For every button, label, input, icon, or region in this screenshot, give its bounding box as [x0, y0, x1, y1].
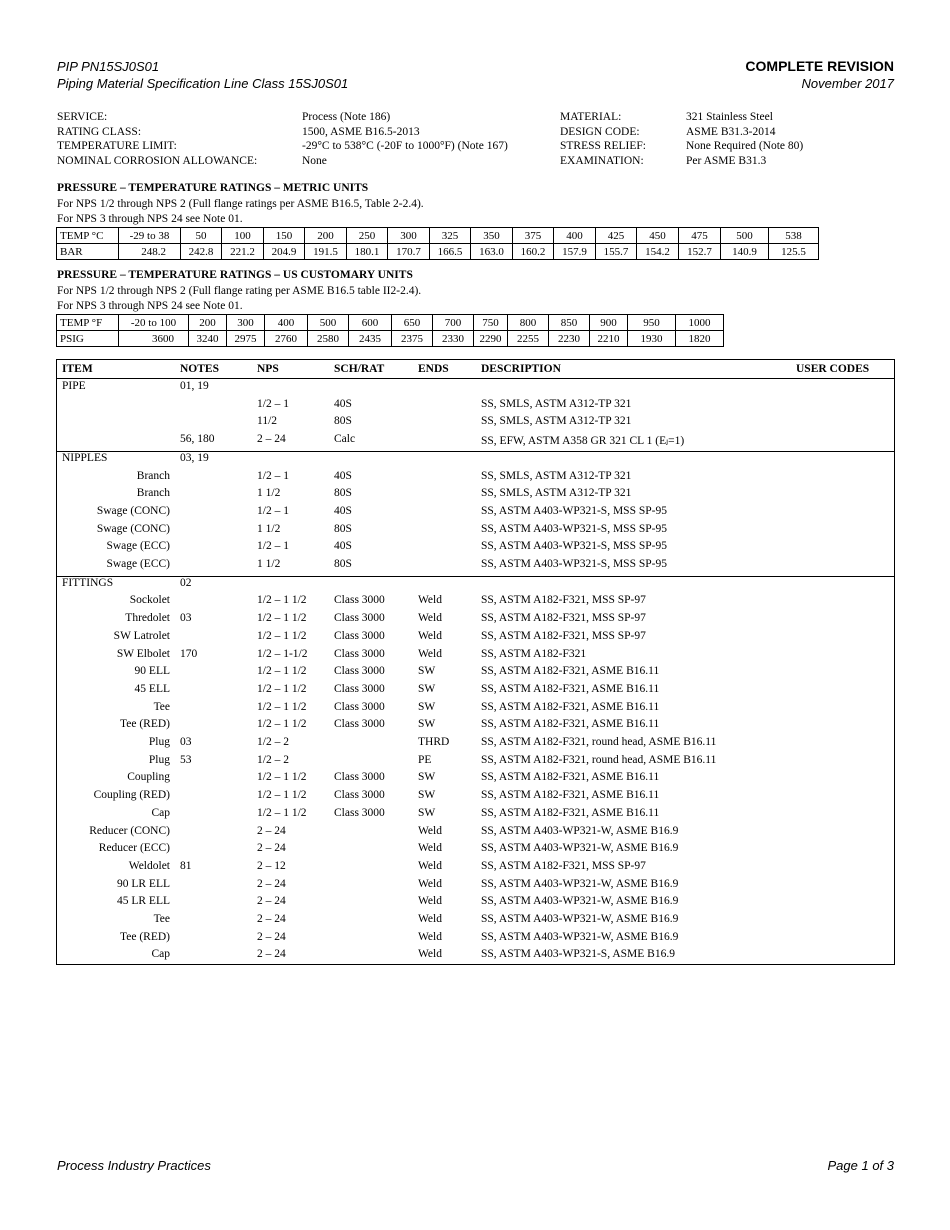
info-value: 321 Stainless Steel	[686, 111, 773, 123]
info-value: None	[302, 155, 327, 168]
rating-cell: 2760	[265, 331, 308, 347]
rating-cell: 1820	[676, 331, 724, 347]
temp-cell: 450	[637, 228, 679, 244]
rating-cell: 166.5	[430, 244, 471, 260]
description-cell: SS, ASTM A182-F321, MSS SP-97	[481, 629, 646, 642]
info-left-labels	[57, 110, 257, 169]
ends-cell: Weld	[418, 913, 442, 925]
rating-cell: 221.2	[222, 244, 264, 260]
temp-cell: 750	[474, 315, 508, 331]
metric-note: For NPS 1/2 through NPS 2 (Full flange ratings per ASME B16.5, Table 2-2.4).	[57, 198, 424, 210]
info-label: EXAMINATION:	[560, 155, 644, 168]
notes-cell: 81	[180, 859, 192, 872]
info-right-values	[686, 110, 803, 169]
rating-cell: 1930	[628, 331, 676, 347]
doc-id: PIP PN15SJ0S01	[57, 59, 160, 74]
notes-cell: 03	[180, 612, 192, 625]
rating-cell: 170.7	[388, 244, 430, 260]
nps-cell: 1/2 – 1 1/2	[257, 718, 307, 731]
document-header-left	[57, 58, 348, 92]
item-cell: Cap	[151, 948, 170, 961]
sch-cell: Class 3000	[334, 594, 385, 607]
description-cell: SS, ASTM A182-F321	[481, 647, 587, 660]
item-cell: Tee	[153, 700, 170, 713]
table-row	[57, 523, 894, 541]
item-cell: 45 ELL	[134, 682, 170, 695]
notes-cell: 56, 180	[180, 433, 215, 446]
description-cell: SS, SMLS, ASTM A312-TP 321	[481, 415, 632, 428]
rating-cell: 154.2	[637, 244, 679, 260]
item-cell: PIPE	[62, 380, 86, 392]
header-divider	[57, 378, 894, 379]
table-row	[57, 648, 894, 666]
nps-cell: 11/2	[257, 415, 278, 428]
info-label: DESIGN CODE:	[560, 125, 640, 138]
rating-cell: 2255	[508, 331, 549, 347]
table-row	[57, 860, 894, 878]
nps-cell: 1/2 – 1	[257, 397, 289, 410]
nps-cell: 1/2 – 1 1/2	[257, 682, 307, 695]
info-value: -29°C to 538°C (-20F to 1000°F) (Note 167)	[302, 140, 508, 153]
doc-title: Piping Material Specification Line Class 15SJ0S01	[57, 76, 349, 91]
nps-cell: 2 – 24	[257, 930, 286, 943]
sch-cell: 80S	[334, 522, 352, 535]
description-cell: SS, ASTM A182-F321, ASME B16.11	[481, 682, 660, 695]
item-cell: Coupling (RED)	[93, 789, 170, 802]
document-header-right	[745, 58, 894, 92]
table-row	[57, 807, 894, 825]
table-row	[57, 540, 894, 558]
nps-cell: 1 1/2	[257, 522, 281, 535]
table-row	[57, 665, 894, 683]
table-row	[57, 701, 894, 719]
rating-cell: 2435	[349, 331, 392, 347]
temp-cell: 400	[265, 315, 308, 331]
description-cell: SS, ASTM A182-F321, ASME B16.11	[481, 789, 660, 802]
page-number: Page 1 of 3	[827, 1158, 894, 1173]
us-note: For NPS 3 through NPS 24 see Note 01.	[57, 300, 243, 312]
rating-cell: 242.8	[181, 244, 222, 260]
info-value: Process (Note 186)	[302, 111, 391, 123]
nps-cell: 1/2 – 1-1/2	[257, 647, 308, 660]
item-cell: Reducer (CONC)	[89, 824, 170, 837]
rating-cell: 140.9	[721, 244, 769, 260]
sch-cell: 40S	[334, 469, 352, 482]
nps-cell: 1/2 – 1 1/2	[257, 771, 307, 784]
nps-cell: 1/2 – 1	[257, 540, 289, 553]
sch-cell: Class 3000	[334, 700, 385, 713]
col-header-sch: SCH/RAT	[334, 363, 385, 375]
item-cell: 90 ELL	[134, 665, 170, 678]
row-label: BAR	[57, 244, 119, 260]
metric-note: For NPS 3 through NPS 24 see Note 01.	[57, 213, 243, 225]
notes-cell: 170	[180, 647, 198, 660]
table-row	[57, 452, 894, 470]
notes-cell: 02	[180, 576, 192, 589]
description-cell: SS, ASTM A182-F321, ASME B16.11	[481, 665, 660, 678]
table-row	[57, 558, 894, 576]
sch-cell: 80S	[334, 415, 352, 428]
table-row	[57, 683, 894, 701]
col-header-item: ITEM	[62, 363, 93, 375]
sch-cell: Calc	[334, 433, 356, 446]
info-value: ASME B31.3-2014	[686, 125, 776, 138]
rating-cell: 191.5	[305, 244, 347, 260]
item-cell: SW Elbolet	[116, 647, 170, 660]
rating-cell: 2210	[590, 331, 628, 347]
info-value: 1500, ASME B16.5-2013	[302, 125, 420, 138]
sch-cell: 40S	[334, 540, 352, 553]
description-cell: SS, ASTM A403-WP321-S, MSS SP-95	[481, 522, 667, 535]
temp-cell: -29 to 38	[119, 228, 181, 244]
temp-cell: 250	[347, 228, 388, 244]
item-cell: SW Latrolet	[113, 629, 170, 642]
ends-cell: Weld	[418, 647, 442, 660]
ends-cell: SW	[418, 771, 436, 784]
info-value: None Required (Note 80)	[686, 140, 804, 153]
ends-cell: SW	[418, 806, 436, 819]
description-cell: SS, ASTM A182-F321, MSS SP-97	[481, 612, 646, 625]
ends-cell: THRD	[418, 736, 450, 748]
temp-cell: 200	[305, 228, 347, 244]
item-cell: Coupling	[127, 771, 170, 784]
footer-left: Process Industry Practices	[57, 1158, 211, 1173]
item-cell: Plug	[148, 736, 170, 748]
info-label: TEMPERATURE LIMIT:	[57, 140, 177, 153]
ends-cell: Weld	[418, 629, 442, 642]
table-row	[57, 931, 894, 949]
description-cell: SS, ASTM A403-WP321-W, ASME B16.9	[481, 877, 679, 890]
description-cell: SS, ASTM A182-F321, MSS SP-97	[481, 594, 646, 607]
description-cell: SS, ASTM A182-F321, round head, ASME B16.11	[481, 736, 717, 748]
temp-cell: 300	[388, 228, 430, 244]
notes-cell: 01, 19	[180, 380, 209, 392]
temp-cell: 850	[549, 315, 590, 331]
description-cell: SS, EFW, ASTM A358 GR 321 CL 1 (Eⱼ=1)	[481, 435, 685, 448]
description-cell: SS, ASTM A182-F321, round head, ASME B16.11	[481, 753, 717, 766]
rating-cell: 2330	[433, 331, 474, 347]
table-row	[57, 771, 894, 789]
ends-cell: Weld	[418, 895, 442, 908]
temp-cell: 650	[392, 315, 433, 331]
table-row	[57, 736, 894, 754]
temp-cell: 900	[590, 315, 628, 331]
item-cell: 45 LR ELL	[116, 895, 170, 908]
description-cell: SS, ASTM A182-F321, ASME B16.11	[481, 718, 660, 731]
table-row	[57, 398, 894, 416]
nps-cell: 1/2 – 1 1/2	[257, 665, 307, 678]
row-label: TEMP °F	[57, 315, 119, 331]
ends-cell: SW	[418, 700, 436, 713]
table-row	[57, 594, 894, 612]
ends-cell: Weld	[418, 948, 442, 961]
description-cell: SS, ASTM A403-WP321-S, MSS SP-95	[481, 504, 667, 517]
description-cell: SS, ASTM A403-WP321-S, MSS SP-95	[481, 558, 667, 570]
nps-cell: 1/2 – 1 1/2	[257, 594, 307, 607]
ends-cell: SW	[418, 665, 436, 678]
sch-cell: Class 3000	[334, 612, 385, 625]
nps-cell: 2 – 24	[257, 913, 286, 925]
temp-cell: 200	[189, 315, 227, 331]
temp-cell: 50	[181, 228, 222, 244]
ends-cell: Weld	[418, 842, 442, 855]
rating-cell: 155.7	[596, 244, 637, 260]
info-label: MATERIAL:	[560, 111, 622, 123]
rating-cell: 2375	[392, 331, 433, 347]
table-row	[57, 948, 894, 966]
table-row	[57, 789, 894, 807]
temp-cell: 500	[721, 228, 769, 244]
ends-cell: Weld	[418, 612, 442, 625]
sch-cell: Class 3000	[334, 629, 385, 642]
item-cell: FITTINGS	[62, 576, 114, 589]
item-cell: Weldolet	[128, 859, 170, 872]
rating-cell: 163.0	[471, 244, 513, 260]
rating-cell: 152.7	[679, 244, 721, 260]
table-row	[57, 754, 894, 772]
sch-cell: Class 3000	[334, 806, 385, 819]
table-row	[57, 913, 894, 931]
description-cell: SS, ASTM A403-WP321-W, ASME B16.9	[481, 842, 679, 855]
nps-cell: 1/2 – 1 1/2	[257, 700, 307, 713]
nps-cell: 2 – 24	[257, 895, 286, 908]
sch-cell: Class 3000	[334, 771, 385, 784]
nps-cell: 2 – 24	[257, 433, 286, 446]
nps-cell: 2 – 24	[257, 877, 286, 890]
description-cell: SS, ASTM A403-WP321-W, ASME B16.9	[481, 913, 679, 925]
nps-cell: 1/2 – 1 1/2	[257, 629, 307, 642]
temp-cell: 100	[222, 228, 264, 244]
info-right-labels	[560, 110, 646, 169]
temp-cell: -20 to 100	[119, 315, 189, 331]
nps-cell: 2 – 24	[257, 824, 286, 837]
item-cell: Branch	[136, 487, 170, 500]
temp-cell: 800	[508, 315, 549, 331]
item-cell: Cap	[151, 806, 170, 819]
item-cell: Tee	[153, 913, 170, 925]
sch-cell: 80S	[334, 558, 352, 570]
table-row	[57, 612, 894, 630]
temp-cell: 325	[430, 228, 471, 244]
rating-cell: 180.1	[347, 244, 388, 260]
table-row	[57, 842, 894, 860]
item-cell: Swage (ECC)	[106, 540, 170, 553]
nps-cell: 2 – 24	[257, 948, 286, 961]
revision-label: COMPLETE REVISION	[745, 58, 894, 74]
nps-cell: 1/2 – 1 1/2	[257, 612, 307, 625]
item-cell: 90 LR ELL	[116, 877, 170, 890]
item-cell: Reducer (ECC)	[98, 842, 170, 855]
rating-cell: 3240	[189, 331, 227, 347]
temp-cell: 950	[628, 315, 676, 331]
components-table	[56, 359, 895, 965]
info-label: SERVICE:	[57, 111, 108, 123]
table-row	[57, 470, 894, 488]
description-cell: SS, ASTM A182-F321, ASME B16.11	[481, 806, 660, 819]
item-cell: Tee (RED)	[120, 930, 170, 943]
ends-cell: Weld	[418, 824, 442, 837]
table-row	[57, 577, 894, 595]
col-header-ends: ENDS	[418, 363, 449, 375]
ends-cell: SW	[418, 682, 436, 695]
temp-cell: 375	[513, 228, 554, 244]
table-row	[57, 825, 894, 843]
ends-cell: SW	[418, 718, 436, 731]
nps-cell: 2 – 12	[257, 859, 286, 872]
info-value: Per ASME B31.3	[686, 155, 767, 168]
description-cell: SS, ASTM A182-F321, ASME B16.11	[481, 771, 660, 784]
metric-ratings-title: PRESSURE – TEMPERATURE RATINGS – METRIC UNITS	[57, 182, 369, 194]
us-note: For NPS 1/2 through NPS 2 (Full flange rating per ASME B16.5 table II2-2.4).	[57, 285, 422, 297]
notes-cell: 03	[180, 736, 192, 748]
row-label: TEMP °C	[57, 228, 119, 244]
description-cell: SS, ASTM A403-WP321-S, MSS SP-95	[481, 540, 667, 553]
metric-ratings-table	[56, 227, 819, 260]
col-header-user-codes: USER CODES	[796, 363, 870, 375]
temp-cell: 400	[554, 228, 596, 244]
notes-cell: 03, 19	[180, 451, 209, 464]
table-row	[57, 487, 894, 505]
info-label: NOMINAL CORROSION ALLOWANCE:	[57, 155, 258, 168]
rating-cell: 157.9	[554, 244, 596, 260]
temp-cell: 300	[227, 315, 265, 331]
table-row	[57, 505, 894, 523]
description-cell: SS, ASTM A182-F321, ASME B16.11	[481, 700, 660, 713]
sch-cell: Class 3000	[334, 718, 385, 731]
ends-cell: Weld	[418, 859, 442, 872]
description-cell: SS, ASTM A403-WP321-S, ASME B16.9	[481, 948, 675, 961]
nps-cell: 1/2 – 2	[257, 753, 289, 766]
table-row	[57, 718, 894, 736]
table-row	[57, 878, 894, 896]
table-row	[57, 433, 894, 451]
sch-cell: Class 3000	[334, 647, 385, 660]
table-row	[57, 895, 894, 913]
row-label: PSIG	[57, 331, 119, 347]
temp-cell: 538	[769, 228, 819, 244]
nps-cell: 1 1/2	[257, 558, 281, 570]
sch-cell: Class 3000	[334, 789, 385, 802]
nps-cell: 1/2 – 2	[257, 736, 289, 748]
nps-cell: 1 1/2	[257, 487, 281, 500]
table-row	[57, 415, 894, 433]
item-cell: Plug	[148, 753, 170, 766]
item-cell: Swage (CONC)	[96, 522, 170, 535]
temp-cell: 500	[308, 315, 349, 331]
info-label: RATING CLASS:	[57, 125, 142, 138]
us-ratings-table	[56, 314, 724, 347]
table-row	[57, 380, 894, 398]
sch-cell: 80S	[334, 487, 352, 500]
sch-cell: Class 3000	[334, 665, 385, 678]
revision-date: November 2017	[801, 76, 894, 91]
nps-cell: 1/2 – 1 1/2	[257, 806, 307, 819]
temp-cell: 700	[433, 315, 474, 331]
description-cell: SS, ASTM A403-WP321-W, ASME B16.9	[481, 824, 679, 837]
temp-cell: 350	[471, 228, 513, 244]
rating-cell: 3600	[119, 331, 189, 347]
temp-cell: 425	[596, 228, 637, 244]
us-ratings-title: PRESSURE – TEMPERATURE RATINGS – US CUSTOMARY UNITS	[57, 269, 413, 281]
rating-cell: 204.9	[264, 244, 305, 260]
description-cell: SS, ASTM A403-WP321-W, ASME B16.9	[481, 930, 679, 943]
rating-cell: 248.2	[119, 244, 181, 260]
item-cell: Tee (RED)	[120, 718, 170, 731]
nps-cell: 2 – 24	[257, 842, 286, 855]
description-cell: SS, SMLS, ASTM A312-TP 321	[481, 469, 632, 482]
rating-cell: 2975	[227, 331, 265, 347]
nps-cell: 1/2 – 1	[257, 504, 289, 517]
nps-cell: 1/2 – 1	[257, 469, 289, 482]
item-cell: Swage (ECC)	[106, 558, 170, 570]
item-cell: Swage (CONC)	[96, 504, 170, 517]
info-label: STRESS RELIEF:	[560, 140, 646, 153]
rating-cell: 2290	[474, 331, 508, 347]
rating-cell: 2580	[308, 331, 349, 347]
ends-cell: Weld	[418, 594, 442, 607]
col-header-description: DESCRIPTION	[481, 363, 561, 375]
item-cell: Thredolet	[125, 612, 170, 625]
item-cell: Sockolet	[129, 594, 170, 607]
ends-cell: PE	[418, 753, 432, 766]
item-cell: Branch	[136, 469, 170, 482]
description-cell: SS, ASTM A182-F321, MSS SP-97	[481, 859, 646, 872]
table-row	[57, 630, 894, 648]
sch-cell: 40S	[334, 397, 352, 410]
description-cell: SS, SMLS, ASTM A312-TP 321	[481, 397, 632, 410]
temp-cell: 150	[264, 228, 305, 244]
col-header-notes: NOTES	[180, 363, 219, 375]
notes-cell: 53	[180, 753, 192, 766]
temp-cell: 600	[349, 315, 392, 331]
info-left-values	[302, 110, 508, 169]
temp-cell: 1000	[676, 315, 724, 331]
rating-cell: 125.5	[769, 244, 819, 260]
col-header-nps: NPS	[257, 363, 279, 375]
item-cell: NIPPLES	[62, 451, 108, 464]
sch-cell: 40S	[334, 504, 352, 517]
rating-cell: 2230	[549, 331, 590, 347]
description-cell: SS, ASTM A403-WP321-W, ASME B16.9	[481, 895, 679, 908]
ends-cell: Weld	[418, 930, 442, 943]
ends-cell: SW	[418, 789, 436, 802]
nps-cell: 1/2 – 1 1/2	[257, 789, 307, 802]
ends-cell: Weld	[418, 877, 442, 890]
description-cell: SS, SMLS, ASTM A312-TP 321	[481, 487, 632, 500]
temp-cell: 475	[679, 228, 721, 244]
sch-cell: Class 3000	[334, 682, 385, 695]
rating-cell: 160.2	[513, 244, 554, 260]
